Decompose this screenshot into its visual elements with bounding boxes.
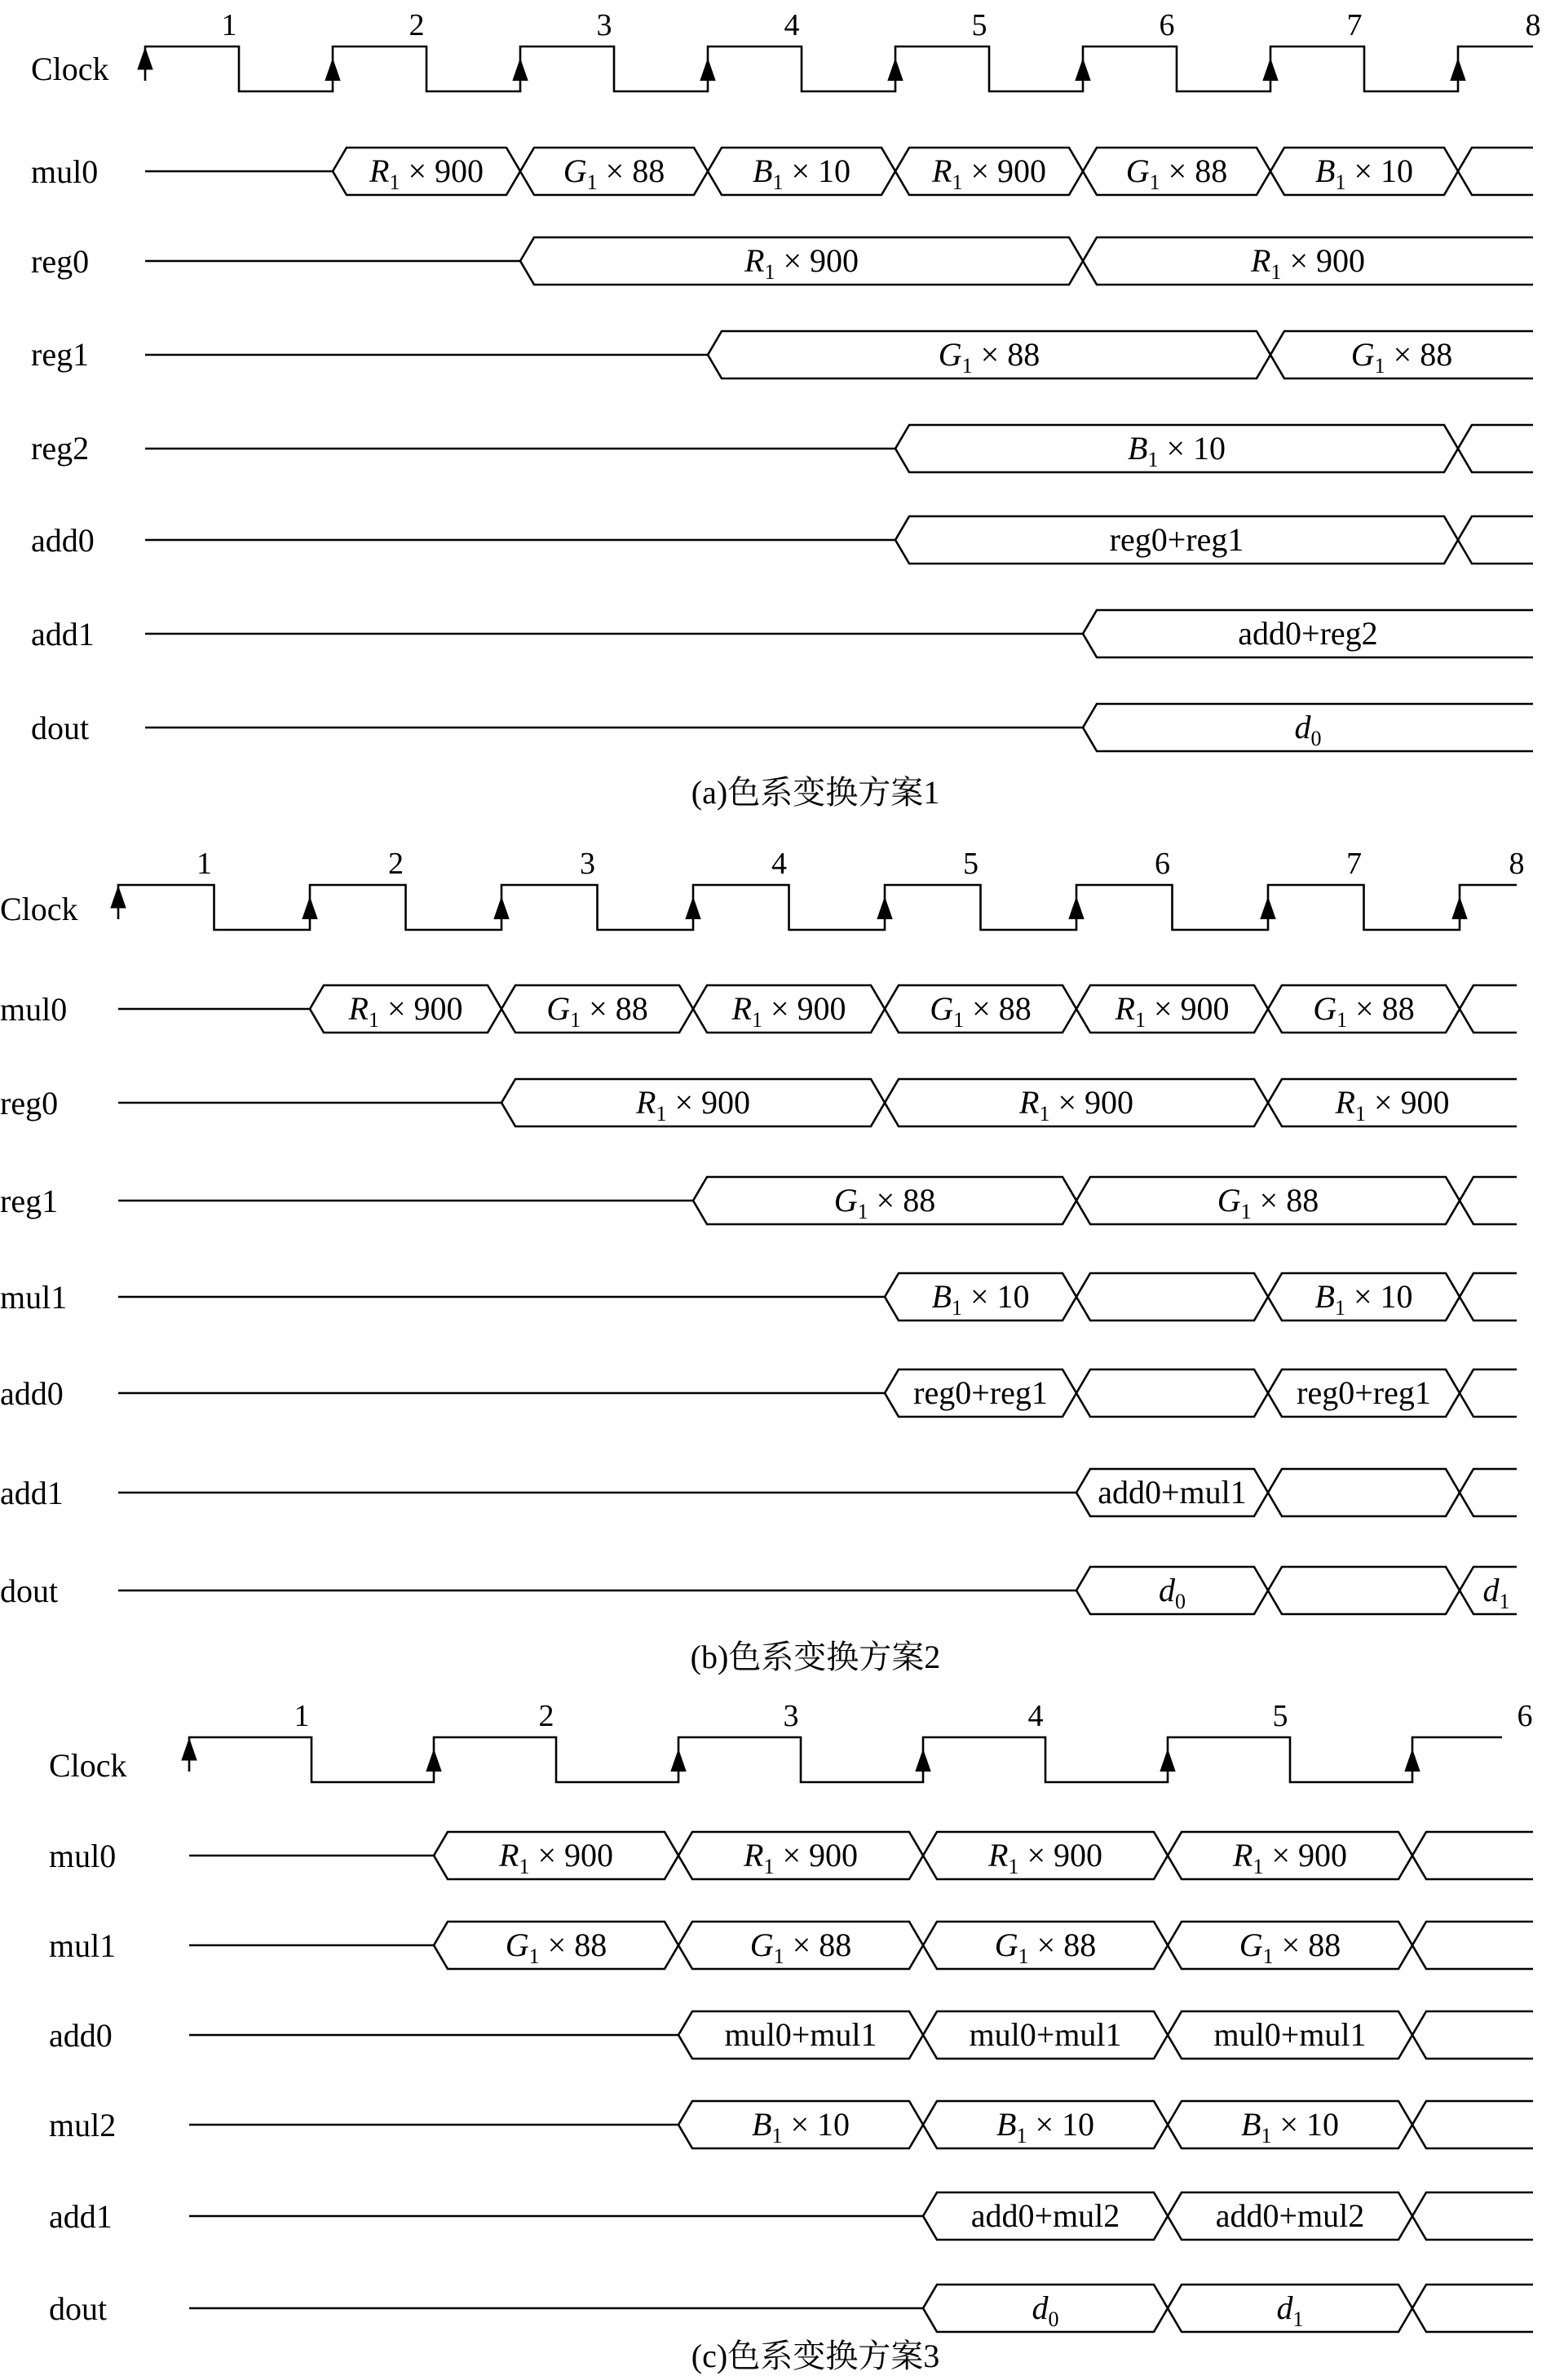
segment-value: $R_1 \times 900$ bbox=[1019, 1084, 1133, 1126]
clock-label: Clock bbox=[31, 51, 109, 87]
clock-label: Clock bbox=[0, 891, 78, 927]
segment-value: $R_1 \times 900$ bbox=[731, 990, 846, 1032]
segment-value: $R_1 \times 900$ bbox=[1115, 990, 1230, 1032]
segment-value: $R_1 \times 900$ bbox=[1251, 242, 1365, 284]
segment-value: $G_1 \times 88$ bbox=[1217, 1182, 1319, 1223]
segment-value: $d_1$ bbox=[1276, 2289, 1304, 2331]
signal-label: dout bbox=[49, 2290, 108, 2327]
clock-cycle-number: 3 bbox=[596, 8, 612, 42]
rising-edge-arrow-icon bbox=[888, 60, 903, 81]
segment-value: $G_1 \times 88$ bbox=[833, 1182, 936, 1223]
segment-value: mul0+mul1 bbox=[1213, 2016, 1367, 2053]
segment-value: add0+mul2 bbox=[1215, 2197, 1365, 2234]
signal-label: add1 bbox=[31, 616, 95, 653]
clock-cycle-number: 6 bbox=[1517, 1699, 1533, 1733]
bus-segment bbox=[1460, 1177, 1517, 1224]
bus-segment bbox=[1412, 2101, 1533, 2148]
segment-value: $R_1 \times 900$ bbox=[1335, 1084, 1450, 1126]
segment-value: $G_1 \times 88$ bbox=[1125, 153, 1228, 194]
signal-label: mul1 bbox=[49, 1927, 117, 1964]
signal-label: mul0 bbox=[31, 153, 99, 190]
clock-cycle-number: 5 bbox=[963, 847, 979, 881]
segment-value: reg0+reg1 bbox=[1297, 1374, 1431, 1411]
segment-value: mul0+mul1 bbox=[724, 2016, 877, 2053]
bus-segment bbox=[1460, 985, 1517, 1033]
segment-value: add0+reg2 bbox=[1238, 615, 1378, 652]
rising-edge-arrow-icon bbox=[1160, 1750, 1175, 1772]
segment-value: $R_1 \times 900$ bbox=[369, 153, 484, 194]
segment-value: add0+mul1 bbox=[1098, 1474, 1247, 1511]
segment-value: $B_1 \times 10$ bbox=[931, 1278, 1030, 1320]
signal-label: add0 bbox=[31, 522, 95, 559]
segment-value: $d_0$ bbox=[1294, 709, 1322, 750]
signal-label: mul0 bbox=[0, 991, 68, 1028]
segment-value: $G_1 \times 88$ bbox=[749, 1927, 852, 1968]
signal-label: mul1 bbox=[0, 1279, 68, 1316]
signal-dout bbox=[0, 1567, 1517, 1614]
clock-cycle-number: 2 bbox=[409, 8, 425, 42]
bus-segment bbox=[1458, 148, 1533, 195]
rising-edge-arrow-icon bbox=[1076, 60, 1090, 81]
rising-edge-arrow-icon bbox=[916, 1750, 930, 1772]
signal-label: reg0 bbox=[31, 243, 90, 280]
bus-segment bbox=[1460, 1273, 1517, 1321]
clock-cycle-number: 1 bbox=[221, 8, 237, 42]
rising-edge-arrow-icon bbox=[686, 898, 700, 919]
signal-label: add0 bbox=[49, 2017, 113, 2054]
rising-edge-arrow-icon bbox=[1451, 60, 1465, 81]
segment-value: $B_1 \times 10$ bbox=[752, 2106, 850, 2148]
bus-segment bbox=[1412, 1832, 1533, 1879]
segment-value: $G_1 \times 88$ bbox=[546, 990, 648, 1032]
bus-segment bbox=[1460, 1369, 1517, 1417]
segment-value: $R_1 \times 900$ bbox=[932, 153, 1046, 194]
clock-waveform bbox=[145, 46, 1533, 91]
rising-edge-arrow-icon bbox=[1069, 898, 1084, 919]
rising-edge-arrow-icon bbox=[111, 887, 126, 908]
bus-segment bbox=[1268, 1567, 1460, 1614]
clock-cycle-number: 2 bbox=[538, 1699, 554, 1733]
signal-reg1 bbox=[31, 331, 1533, 378]
bus-segment bbox=[1412, 2011, 1533, 2059]
bus-segment bbox=[1460, 1469, 1517, 1516]
rising-edge-arrow-icon bbox=[513, 60, 528, 81]
segment-value: $R_1 \times 900$ bbox=[499, 1837, 613, 1878]
clock-cycle-number: 4 bbox=[1027, 1699, 1044, 1733]
signal-label: add1 bbox=[0, 1475, 64, 1511]
clock-cycle-number: 4 bbox=[771, 847, 787, 881]
signal-mul1 bbox=[0, 1273, 1517, 1321]
segment-value: $G_1 \times 88$ bbox=[505, 1927, 607, 1968]
segment-value: $G_1 \times 88$ bbox=[563, 153, 665, 194]
segment-value: $G_1 \times 88$ bbox=[938, 336, 1040, 378]
clock-cycle-number: 6 bbox=[1155, 847, 1170, 881]
segment-value: $R_1 \times 900$ bbox=[744, 1837, 858, 1878]
segment-value: $G_1 \times 88$ bbox=[930, 990, 1032, 1032]
rising-edge-arrow-icon bbox=[303, 898, 317, 919]
segment-value: $B_1 \times 10$ bbox=[1315, 153, 1413, 194]
clock-waveform bbox=[189, 1737, 1502, 1782]
clock-cycle-number: 4 bbox=[784, 8, 800, 42]
bus-segment bbox=[1268, 1469, 1460, 1516]
timing-diagram-2 bbox=[0, 847, 1525, 1614]
segment-value: $G_1 \times 88$ bbox=[1313, 990, 1415, 1032]
bus-segment bbox=[1458, 425, 1533, 472]
segment-value: $R_1 \times 900$ bbox=[1233, 1837, 1347, 1878]
segment-value: mul0+mul1 bbox=[969, 2016, 1122, 2053]
bus-segment bbox=[1076, 1369, 1268, 1417]
segment-value: reg0+reg1 bbox=[913, 1374, 1048, 1411]
signal-label: dout bbox=[0, 1573, 59, 1609]
segment-value: $d_0$ bbox=[1032, 2289, 1059, 2331]
bus-segment bbox=[1412, 2192, 1533, 2240]
segment-value: $d_1$ bbox=[1482, 1572, 1510, 1613]
timing-diagram-3 bbox=[49, 1699, 1533, 2332]
segment-value: $R_1 \times 900$ bbox=[744, 242, 859, 284]
segment-value: $R_1 \times 900$ bbox=[348, 990, 463, 1032]
segment-value: $R_1 \times 900$ bbox=[636, 1084, 750, 1126]
clock-cycle-number: 7 bbox=[1346, 847, 1362, 881]
clock-cycle-number: 1 bbox=[197, 847, 212, 881]
rising-edge-arrow-icon bbox=[426, 1750, 441, 1772]
rising-edge-arrow-icon bbox=[1452, 898, 1467, 919]
segment-value: $R_1 \times 900$ bbox=[988, 1837, 1102, 1878]
segment-value: $G_1 \times 88$ bbox=[1239, 1927, 1341, 1968]
rising-edge-arrow-icon bbox=[494, 898, 509, 919]
signal-label: mul0 bbox=[49, 1838, 117, 1874]
clock-cycle-number: 8 bbox=[1509, 847, 1525, 881]
signal-add1 bbox=[0, 1469, 1517, 1516]
signal-dout bbox=[49, 2285, 1533, 2332]
clock-waveform bbox=[118, 885, 1517, 930]
caption-a: (a)色系变换方案1 bbox=[691, 774, 940, 811]
clock-label: Clock bbox=[49, 1747, 127, 1784]
bus-segment bbox=[1412, 1922, 1533, 1969]
segment-value: $B_1 \times 10$ bbox=[996, 2106, 1094, 2148]
caption-c: (c)色系变换方案3 bbox=[691, 2338, 940, 2374]
rising-edge-arrow-icon bbox=[671, 1750, 686, 1772]
rising-edge-arrow-icon bbox=[1405, 1750, 1420, 1772]
clock-cycle-number: 3 bbox=[580, 847, 595, 881]
clock-cycle-number: 7 bbox=[1346, 8, 1363, 42]
signal-label: reg2 bbox=[31, 430, 90, 467]
signal-label: dout bbox=[31, 710, 90, 746]
signal-label: reg0 bbox=[0, 1085, 59, 1121]
rising-edge-arrow-icon bbox=[138, 48, 152, 69]
signal-label: add1 bbox=[49, 2198, 113, 2235]
rising-edge-arrow-icon bbox=[1261, 898, 1275, 919]
clock-cycle-number: 6 bbox=[1159, 8, 1175, 42]
segment-value: $G_1 \times 88$ bbox=[1350, 336, 1453, 378]
rising-edge-arrow-icon bbox=[877, 898, 892, 919]
signal-label: reg1 bbox=[0, 1183, 59, 1219]
clock-cycle-number: 3 bbox=[783, 1699, 799, 1733]
signal-label: reg1 bbox=[31, 336, 90, 373]
signal-reg0 bbox=[0, 1079, 1517, 1126]
signal-add0 bbox=[0, 1369, 1517, 1417]
caption-b: (b)色系变换方案2 bbox=[690, 1639, 941, 1675]
clock-cycle-number: 1 bbox=[294, 1699, 310, 1733]
rising-edge-arrow-icon bbox=[700, 60, 715, 81]
signal-reg2 bbox=[31, 425, 1533, 472]
clock-cycle-number: 2 bbox=[388, 847, 404, 881]
signal-label: mul2 bbox=[49, 2107, 117, 2143]
signal-add0 bbox=[31, 516, 1533, 564]
rising-edge-arrow-icon bbox=[325, 60, 340, 81]
clock-cycle-number: 5 bbox=[971, 8, 987, 42]
bus-segment bbox=[1076, 1273, 1268, 1321]
segment-value: $d_0$ bbox=[1159, 1572, 1186, 1613]
segment-value: add0+mul2 bbox=[970, 2197, 1120, 2234]
segment-value: $B_1 \times 10$ bbox=[753, 153, 850, 194]
rising-edge-arrow-icon bbox=[1263, 60, 1278, 81]
segment-value: reg0+reg1 bbox=[1109, 521, 1244, 558]
segment-value: $B_1 \times 10$ bbox=[1314, 1278, 1413, 1320]
clock-cycle-number: 5 bbox=[1272, 1699, 1288, 1733]
clock-cycle-number: 8 bbox=[1525, 8, 1541, 42]
signal-label: add0 bbox=[0, 1375, 64, 1412]
bus-segment bbox=[1412, 2285, 1533, 2332]
bus-segment bbox=[1458, 516, 1533, 564]
segment-value: $G_1 \times 88$ bbox=[994, 1927, 1097, 1968]
segment-value: $B_1 \times 10$ bbox=[1128, 430, 1226, 471]
rising-edge-arrow-icon bbox=[182, 1739, 197, 1760]
segment-value: $B_1 \times 10$ bbox=[1241, 2106, 1339, 2148]
